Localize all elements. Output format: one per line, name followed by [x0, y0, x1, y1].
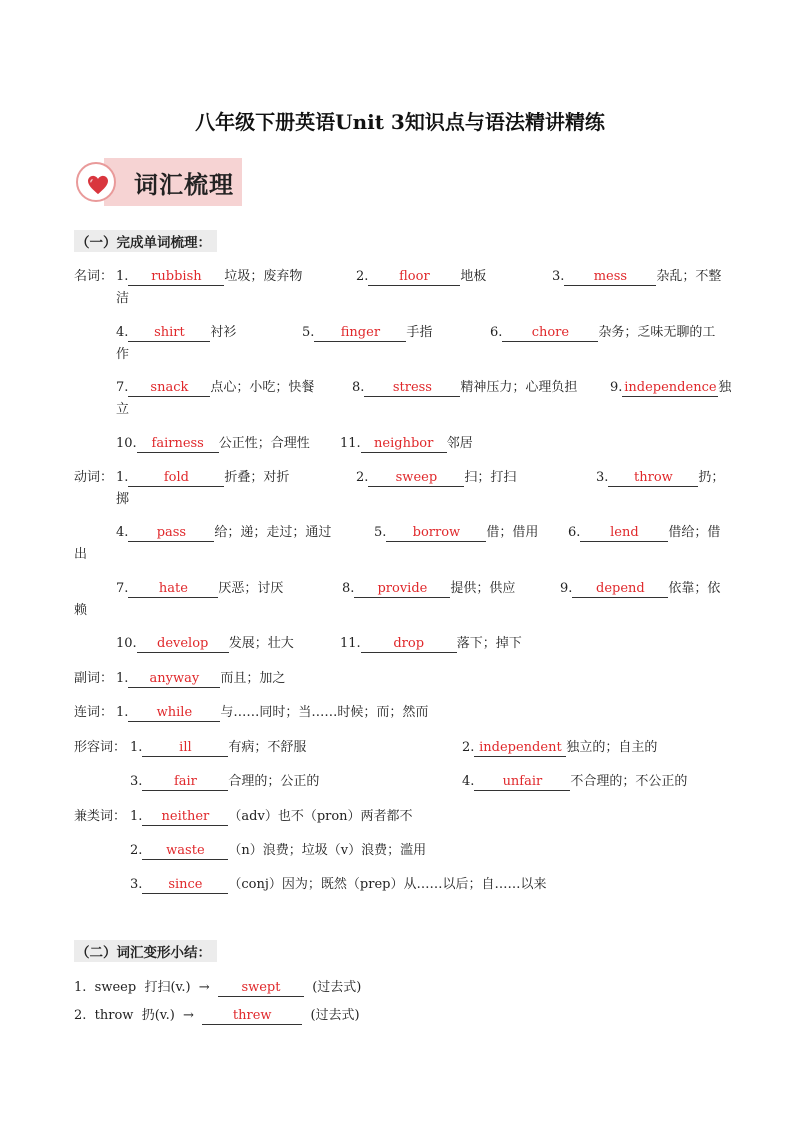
- answer-blank[interactable]: fairness: [137, 437, 219, 453]
- conj-item-1: 1. while 与……同时；当……时候；而；然而: [116, 705, 429, 720]
- answer-blank[interactable]: waste: [142, 844, 228, 860]
- noun-item-9: 9. independence 独: [610, 380, 732, 395]
- noun-item-1: 1. rubbish 垃圾；废弃物: [116, 269, 303, 284]
- heart-icon: [87, 175, 109, 195]
- answer-blank[interactable]: hate: [128, 582, 218, 598]
- answer-blank[interactable]: depend: [572, 582, 668, 598]
- adj-item-4: 4. unfair 不合理的；不公正的: [462, 774, 688, 789]
- answer-blank[interactable]: stress: [364, 381, 460, 397]
- banner-circle: [76, 162, 116, 202]
- answer-blank[interactable]: threw: [202, 1009, 302, 1025]
- answer-blank[interactable]: finger: [314, 326, 406, 342]
- answer-blank[interactable]: drop: [361, 637, 457, 653]
- answer-blank[interactable]: independent: [474, 741, 566, 757]
- answer-blank[interactable]: throw: [608, 471, 698, 487]
- banner-label: 词汇梳理: [134, 171, 234, 199]
- arrow-icon: →: [183, 1008, 194, 1023]
- answer-blank[interactable]: ill: [142, 741, 228, 757]
- answer-blank[interactable]: snack: [128, 381, 210, 397]
- answer-blank[interactable]: fold: [128, 471, 224, 487]
- verb-item-10: 10. develop 发展；壮大: [116, 636, 294, 651]
- verb-item-7: 7. hate 厌恶；讨厌: [116, 581, 284, 596]
- multi-item-3: 3. since （conj）因为；既然（prep）从……以后；自……以来: [130, 877, 547, 892]
- multi-item-1: 1. neither （adv）也不（pron）两者都不: [130, 809, 413, 824]
- verb-item-6-wrap: 出: [74, 547, 88, 562]
- verb-item-6: 6. lend 借给；借: [568, 525, 721, 540]
- adj-label: 形容词：: [74, 740, 127, 755]
- answer-blank[interactable]: chore: [502, 326, 598, 342]
- adj-item-2: 2. independent 独立的；自主的: [462, 740, 658, 755]
- answer-blank[interactable]: since: [142, 878, 228, 894]
- answer-blank[interactable]: mess: [564, 270, 656, 286]
- noun-item-5: 5. finger 手指: [302, 325, 433, 340]
- answer-blank[interactable]: sweep: [368, 471, 464, 487]
- answer-blank[interactable]: borrow: [386, 526, 486, 542]
- adj-item-1: 1. ill 有病；不舒服: [130, 740, 307, 755]
- adj-item-3: 3. fair 合理的；公正的: [130, 774, 320, 789]
- verb-item-1: 1. fold 折叠；对折: [116, 470, 290, 485]
- conj-label: 连词：: [74, 705, 114, 720]
- noun-item-2: 2. floor 地板: [356, 269, 487, 284]
- answer-blank[interactable]: independence: [624, 380, 717, 395]
- answer-blank[interactable]: neither: [142, 810, 228, 826]
- answer-blank[interactable]: swept: [218, 981, 304, 997]
- noun-item-6: 6. chore 杂务；乏味无聊的工: [490, 325, 716, 340]
- verb-item-2: 2. sweep 扫；打扫: [356, 470, 517, 485]
- noun-item-9-wrap: 立: [116, 402, 130, 417]
- noun-item-3-wrap: 洁: [116, 291, 130, 306]
- noun-item-3: 3. mess 杂乱；不整: [552, 269, 722, 284]
- verb-item-3: 3. throw 扔；: [596, 470, 725, 485]
- section-heading-1: （一）完成单词梳理：: [74, 230, 217, 252]
- verb-item-3-wrap: 掷: [116, 492, 130, 507]
- verb-item-9-wrap: 赖: [74, 603, 88, 618]
- answer-blank[interactable]: anyway: [128, 672, 220, 688]
- verb-item-8: 8. provide 提供；供应: [342, 581, 516, 596]
- noun-label: 名词：: [74, 269, 114, 284]
- verb-item-11: 11. drop 落下；掉下: [340, 636, 522, 651]
- answer-blank[interactable]: develop: [137, 637, 229, 653]
- answer-blank[interactable]: while: [128, 706, 220, 722]
- multi-item-2: 2. waste （n）浪费；垃圾（v）浪费；滥用: [130, 843, 427, 858]
- verb-label: 动词：: [74, 470, 114, 485]
- verb-item-4: 4. pass 给；递；走过；通过: [116, 525, 332, 540]
- verb-item-9: 9. depend 依靠；依: [560, 581, 721, 596]
- verb-item-5: 5. borrow 借；借用: [374, 525, 539, 540]
- answer-blank[interactable]: fair: [142, 775, 228, 791]
- answer-blank[interactable]: provide: [354, 582, 450, 598]
- answer-blank[interactable]: neighbor: [361, 437, 447, 453]
- noun-item-8: 8. stress 精神压力；心理负担: [352, 380, 578, 395]
- page-title: 八年级下册英语Unit 3知识点与语法精讲精练: [195, 110, 605, 134]
- arrow-icon: →: [198, 980, 210, 995]
- answer-blank[interactable]: rubbish: [128, 270, 224, 286]
- adverb-label: 副词：: [74, 671, 114, 686]
- answer-blank[interactable]: lend: [580, 526, 668, 542]
- noun-item-10: 10. fairness 公正性；合理性: [116, 436, 310, 451]
- section-banner: [76, 158, 242, 206]
- noun-item-4: 4. shirt 衬衫: [116, 325, 237, 340]
- adverb-item-1: 1. anyway 而且；加之: [116, 671, 286, 686]
- section-heading-2: （二）词汇变形小结：: [74, 940, 217, 962]
- noun-item-7: 7. snack 点心；小吃；快餐: [116, 380, 315, 395]
- noun-item-11: 11. neighbor 邻居: [340, 436, 473, 451]
- answer-blank[interactable]: unfair: [474, 775, 570, 791]
- answer-blank[interactable]: pass: [128, 526, 214, 542]
- form-item-1: 1. sweep 打扫(v.) → swept (过去式): [74, 980, 362, 995]
- form-item-2: 2. throw 扔(v.) → threw (过去式): [74, 1008, 360, 1023]
- answer-blank[interactable]: floor: [368, 270, 460, 286]
- answer-blank[interactable]: shirt: [128, 326, 210, 342]
- multi-label: 兼类词：: [74, 809, 127, 824]
- noun-item-6-wrap: 作: [116, 347, 130, 362]
